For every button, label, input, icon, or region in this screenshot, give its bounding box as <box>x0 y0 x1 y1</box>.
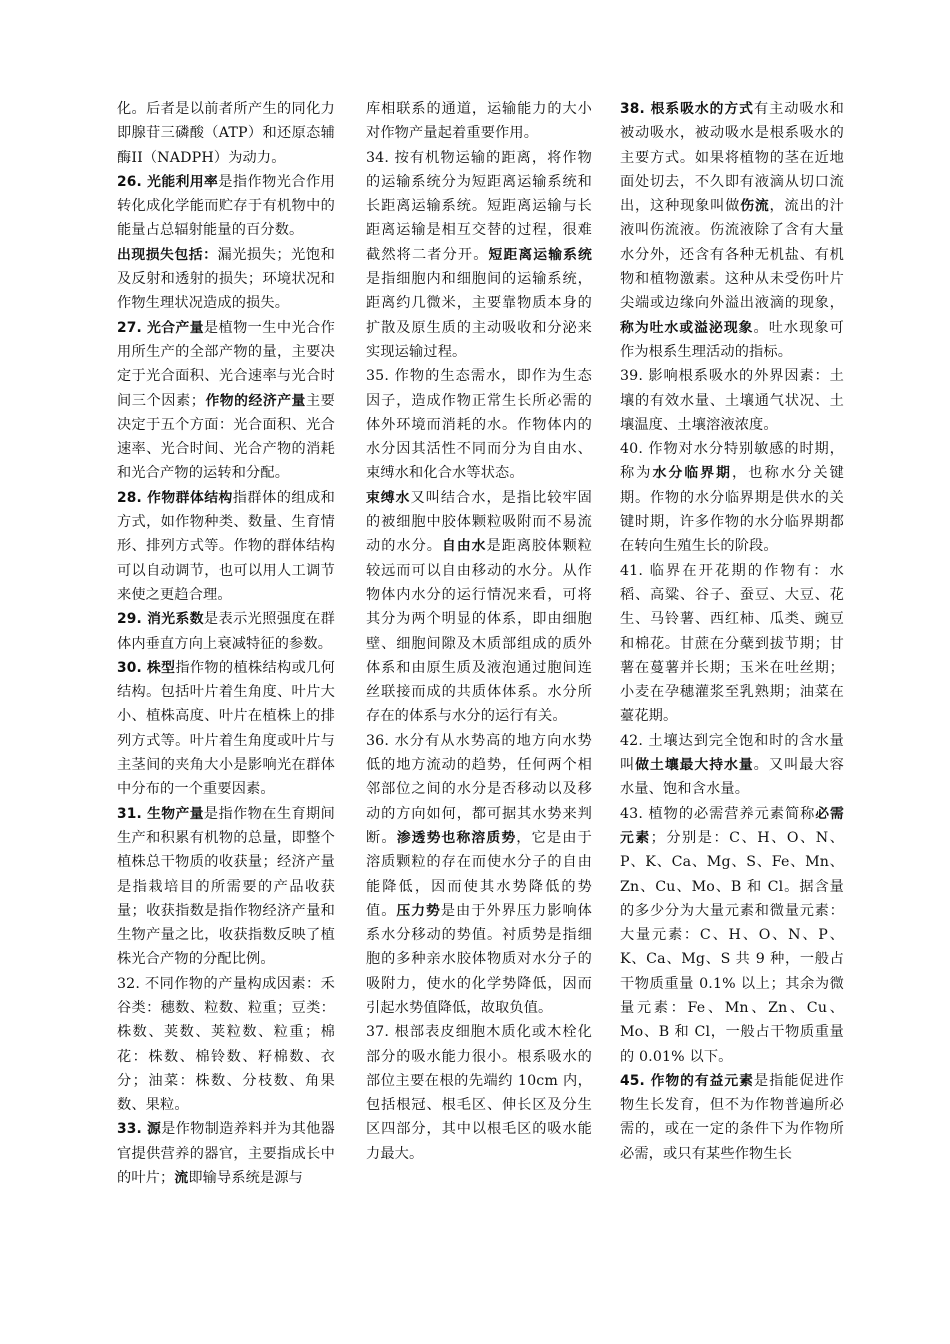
text-column-2 <box>366 97 592 1166</box>
text-run: 39. 影响根系吸水的外界因素：土壤的有效水量、土壤通气状况、土壤温度、土壤溶液浓度。 <box>620 368 844 433</box>
text-run: 是植物一生中光合作用所生产的全部产物的量，主要决定于光合面积、光合速率与光合时间三个因素； <box>117 319 335 409</box>
text-column-3 <box>620 97 844 1166</box>
text-run: ；分别是：C、H、O、N、P、K、Ca、Mg、S、Fe、Mn、Zn、Cu、Mo、B 和 Cl。据含量的多少分为大量元素和微量元素：大量元素：C、H、O、N、P、K、Ca、Mg、S 共 9 种，一般占干物质重量 0.1% 以上；其余为微量元素：Fe、Mn、Zn、Cu、Mo、B 和 Cl，一般占干物质重量的 0.01% 以下。 <box>620 829 844 1065</box>
paragraph <box>620 364 844 437</box>
bold-term: 流 <box>174 1170 189 1187</box>
paragraph <box>620 802 844 1069</box>
bold-term: 29. 消光系数 <box>117 611 204 628</box>
text-run: 是表示光照强度在群体内垂直方向上衰减特征的参数。 <box>117 611 335 652</box>
paragraph <box>366 364 592 485</box>
paragraph <box>117 972 335 1118</box>
text-run: 库相联系的通道，运输能力的大小对作物产量起着重要作用。 <box>366 101 592 142</box>
text-run: 是指能促进作物生长发育，但不为作物普遍所必需的，或在一定的条件下为作物所必需，或只有某些作物生长 <box>620 1072 844 1162</box>
text-run: 指群体的组成和方式，如作物种类、数量、生育情形、排列方式等。作物的群体结构可以自动调节，也可以用人工调节来使之更趋合理。 <box>117 489 335 603</box>
paragraph <box>366 146 592 365</box>
bold-term: 38. 根系吸水的方式 <box>620 101 754 117</box>
text-run: 。吐水现象可作为根系生理活动的指标。 <box>620 319 844 360</box>
paragraph <box>620 559 844 729</box>
bold-term: 称为吐水或溢泌现象 <box>620 319 754 336</box>
text-run: 36. 水分有从水势高的地方向水势低的地方流动的趋势，任何两个相邻部位之间的水分是否移动以及移动的方向如何，都可据其水势来判断。 <box>366 732 592 846</box>
text-run: 37. 根部表皮细胞木质化或木栓化部分的吸水能力很小。根系吸水的部位主要在根的先端约 10cm 内，包括根冠、根毛区、伸长区及分生区四部分，其中以根毛区的吸水能力最大。 <box>366 1024 592 1162</box>
text-run: 40. 作物对水分特别敏感的时期，称为 <box>620 441 844 482</box>
paragraph <box>366 1020 592 1166</box>
text-run: 化。后者是以前者所产生的同化力即腺苷三磷酸（ATP）和还原态辅酶II（NADPH）为动力。 <box>117 101 335 166</box>
bold-term: 水分临界期 <box>652 465 732 482</box>
text-run: 是指作物光合作用转化成化学能而贮存于有机物中的能量占总辐射能量的百分数。 <box>117 173 335 239</box>
text-run: ，流出的汁液叫伤流液。伤流液除了含有大量水分外，还含有各种无机盐、有机物和植物激素。这种从未受伤叶片尖端或边缘向外溢出液滴的现象， <box>620 198 844 312</box>
text-run: 是指细胞内和细胞间的运输系统，距离约几微米，主要靠物质本身的扩散及原生质的主动吸收和分泌来实现运输过程。 <box>366 271 592 360</box>
paragraph <box>620 729 844 802</box>
bold-term: 45. 作物的有益元素 <box>620 1072 754 1089</box>
paragraph <box>117 802 335 972</box>
paragraph <box>117 316 335 486</box>
paragraph <box>620 97 844 364</box>
text-run: 32. 不同作物的产量构成因素：禾谷类：穗数、粒数、粒重；豆类：株数、荚数、荚粒数、粒重；棉花：株数、棉铃数、籽棉数、衣分；油菜：株数、分枝数、角果数、果粒。 <box>117 975 335 1114</box>
text-run: 是由于外界压力影响体系水分移动的势值。衬质势是指细胞的多种亲水胶体物质对水分子的吸附力，使水的化学势降低，因而引起水势值降低，故取负值。 <box>366 902 592 1016</box>
paragraph <box>117 97 335 170</box>
text-run: 主要决定于五个方面：光合面积、光合速率、光合时间、光合产物的消耗和光合产物的运转和分配。 <box>117 392 335 482</box>
text-run: 34. 按有机物运输的距离，将作物的运输系统分为短距离运输系统和长距离运输系统。短距离运输与长距离运输是相互交替的过程，很难截然将二者分开。 <box>366 149 592 263</box>
text-run: ，它是由于溶质颗粒的存在而使水分子的自由能降低，因而使其水势降低的势值。 <box>366 829 592 919</box>
text-run: 漏光损失；光饱和及反射和透射的损失；环境状况和作物生理状况造成的损失。 <box>117 246 335 312</box>
bold-term: 33. 源 <box>117 1121 162 1138</box>
paragraph <box>117 656 335 802</box>
paragraph <box>117 170 335 243</box>
bold-term: 作物的经济产量 <box>205 392 306 409</box>
text-run: 又叫结合水，是指比较牢固的被细胞中胶体颗粒吸附而不易流动的水分。 <box>366 489 592 555</box>
bold-term: 28. 作物群体结构 <box>117 489 233 506</box>
paragraph <box>117 607 335 656</box>
text-run: 42. 土壤达到完全饱和时的含水量叫 <box>620 732 844 774</box>
text-run: 是作物制造养料并为其他器官提供营养的器官，主要指成长中的叶片； <box>117 1121 335 1187</box>
text-run: 41. 临界在开花期的作物有：水稻、高粱、谷子、蚕豆、大豆、花生、马铃薯、西红柿、瓜类、豌豆和棉花。甘蔗在分蘖到拔节期；甘薯在蔓薯并长期；玉米在吐丝期；小麦在孕穗灌浆至乳熟期；油菜在薹花期。 <box>620 562 844 725</box>
paragraph <box>117 486 335 607</box>
bold-term: 出现损失包括： <box>117 246 218 263</box>
paragraph <box>366 97 592 146</box>
text-run: 是指作物在生育期间生产和积累有机物的总量，即整个植株总干物质的收获量；经济产量是指栽培目的所需要的产品收获量；收获指数是指作物经济产量和生物产量之比，收获指数反映了植株光合产物的分配比例。 <box>117 805 335 968</box>
text-run: 是距离胶体颗粒较远而可以自由移动的水分。从作物体内水分的运行情况来看，可将其分为两个明显的体系，即由细胞壁、细胞间隙及木质部组成的质外体系和由原生质及液泡通过胞间连丝联接而成的共质体体系。水分所存在的体系与水分的运行有关。 <box>366 538 592 725</box>
bold-term: 短距离运输系统 <box>488 246 592 263</box>
text-column-1 <box>117 97 335 1190</box>
bold-term: 伤流 <box>740 198 770 215</box>
text-run: 有主动吸水和被动吸水，被动吸水是根系吸水的主要方式。如果将植物的茎在近地面处切去，不久即有液滴从切口流出，这种现象叫做 <box>620 101 844 215</box>
paragraph <box>366 729 592 1021</box>
text-run: 。又叫最大容水量、饱和含水量。 <box>620 757 844 798</box>
bold-term: 27. 光合产量 <box>117 319 204 336</box>
paragraph <box>117 243 335 316</box>
bold-term: 自由水 <box>442 538 487 555</box>
bold-term: 压力势 <box>396 902 441 919</box>
paragraph <box>117 1117 335 1190</box>
bold-term: 26. 光能利用率 <box>117 173 219 190</box>
text-run: 指作物的植株结构或几何结构。包括叶片着生角度、叶片大小、植株高度、叶片在植株上的排列方式等。叶片着生角度或叶片与主茎间的夹角大小是影响光在群体中分布的一个重要因素。 <box>117 659 335 798</box>
bold-term: 30. 株型 <box>117 659 176 676</box>
text-run: 35. 作物的生态需水，即作为生态因子，造成作物正常生长所必需的体外环境而消耗的水。作物体内的水分因其活性不同而分为自由水、束缚水和化合水等状态。 <box>366 368 592 482</box>
paragraph <box>620 437 844 558</box>
bold-term: 渗透势也称溶质势 <box>396 829 517 846</box>
bold-term: 必需元素 <box>620 805 844 846</box>
bold-term: 做土壤最大持水量 <box>635 757 754 774</box>
text-run: ，也称水分关键期。作物的水分临界期是供水的关键时期，许多作物的水分临界期都在转向生殖生长的阶段。 <box>620 465 844 555</box>
paragraph <box>366 486 592 729</box>
text-run: 43. 植物的必需营养元素简称 <box>620 805 816 822</box>
bold-term: 束缚水 <box>366 489 411 506</box>
text-run: 即输导系统是源与 <box>188 1170 304 1187</box>
bold-term: 31. 生物产量 <box>117 805 204 822</box>
paragraph <box>620 1069 844 1166</box>
